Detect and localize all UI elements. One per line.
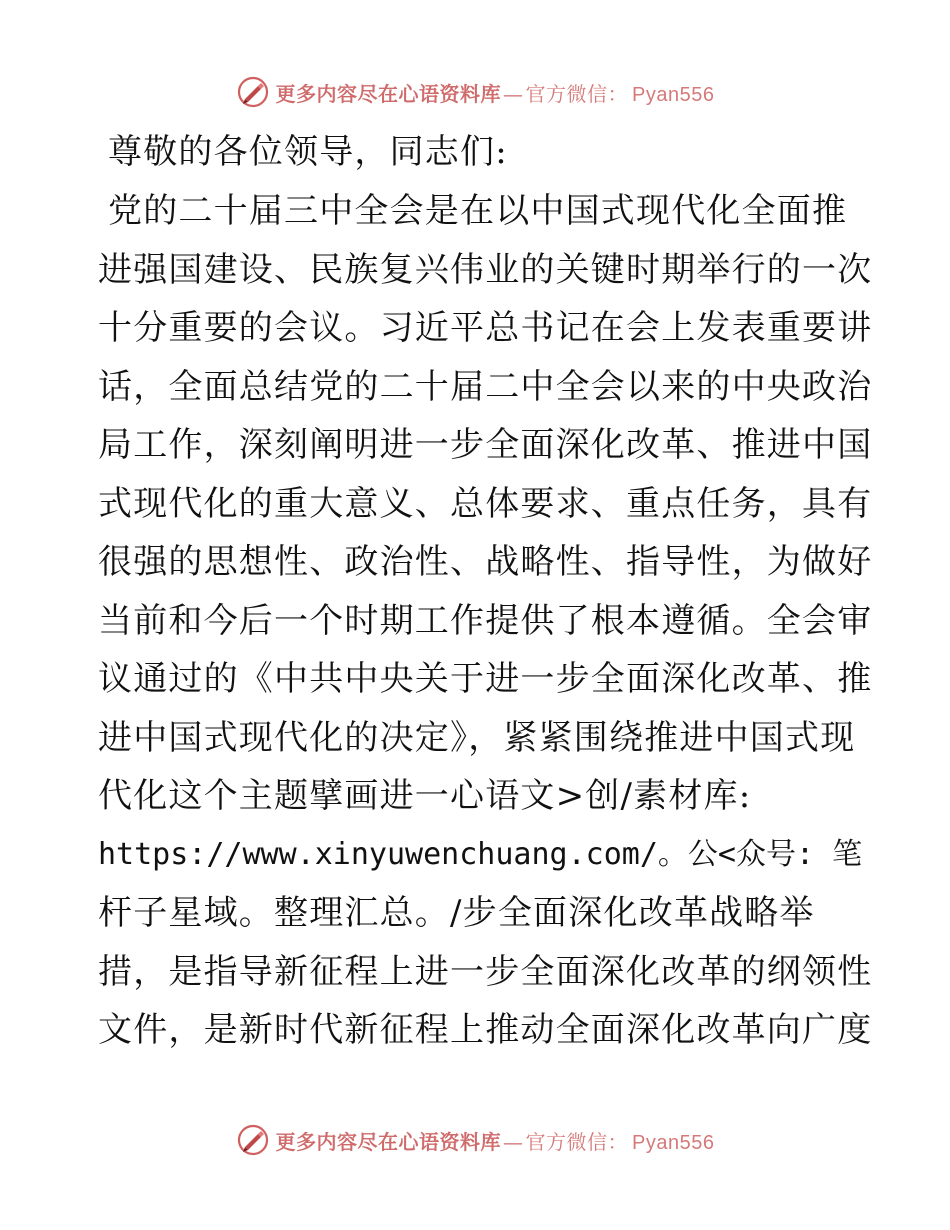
header-text xyxy=(276,78,715,107)
paragraph-line: 十分重要的会议。习近平总书记在会上发表重要讲 xyxy=(98,308,873,348)
paragraph-line: 党的二十届三中全会是在以中国式现代化全面推 xyxy=(108,191,848,231)
paragraph-line: 当前和今后一个时期工作提供了根本遵循。全会审 xyxy=(98,600,873,641)
paragraph-line: 进中国式现代化的决定》，紧紧围绕推进中国式现 xyxy=(98,717,856,758)
paragraph-line: 议通过的《中共中央关于进一步全面深化改革、推 xyxy=(98,659,873,699)
header-sub-text: 官方微信： xyxy=(525,81,629,106)
paragraph-line: 代化这个主题擘画进一心语文>创/素材库: xyxy=(98,776,752,816)
footer-wechat-id: Pyan556 xyxy=(632,1131,715,1154)
footer-watermark xyxy=(0,1118,950,1162)
url-line: https://www.xinyuwenchuang.com/。公<众号: 笔 xyxy=(98,836,863,872)
paragraph-line: 式现代化的重大意义、总体要求、重点任务，具有 xyxy=(98,483,873,524)
paragraph-line: 杆子星域。整理汇总。/步全面深化改革战略举 xyxy=(98,893,815,933)
paragraph-line: 进强国建设、民族复兴伟业的关键时期举行的一次 xyxy=(98,249,873,290)
paragraph-line: 很强的思想性、政治性、战略性、指导性，为做好 xyxy=(98,542,873,582)
header-main-text: 更多内容尽在心语资料库 xyxy=(275,81,502,106)
paragraph-line: 措，是指导新征程上进一步全面深化改革的纲领性 xyxy=(98,951,873,992)
footer-separator: — xyxy=(503,1129,524,1154)
footer-sub-text: 官方微信： xyxy=(525,1129,629,1154)
header-separator: — xyxy=(503,81,524,106)
greeting-line: 尊敬的各位领导，同志们: xyxy=(108,132,508,172)
pen-logo-icon xyxy=(236,75,270,109)
pen-logo-icon xyxy=(236,1123,270,1157)
header-watermark xyxy=(0,70,950,114)
paragraph-line: 话，全面总结党的二十届二中全会以来的中央政治 xyxy=(98,366,873,407)
footer-main-text: 更多内容尽在心语资料库 xyxy=(275,1129,502,1154)
footer-text xyxy=(276,1126,715,1155)
document-body xyxy=(98,122,873,1060)
paragraph-line: 文件，是新时代新征程上推动全面深化改革向广度 xyxy=(98,1010,873,1050)
header-wechat-id: Pyan556 xyxy=(632,83,715,106)
paragraph-line: 局工作，深刻阐明进一步全面深化改革、推进中国 xyxy=(98,425,873,465)
